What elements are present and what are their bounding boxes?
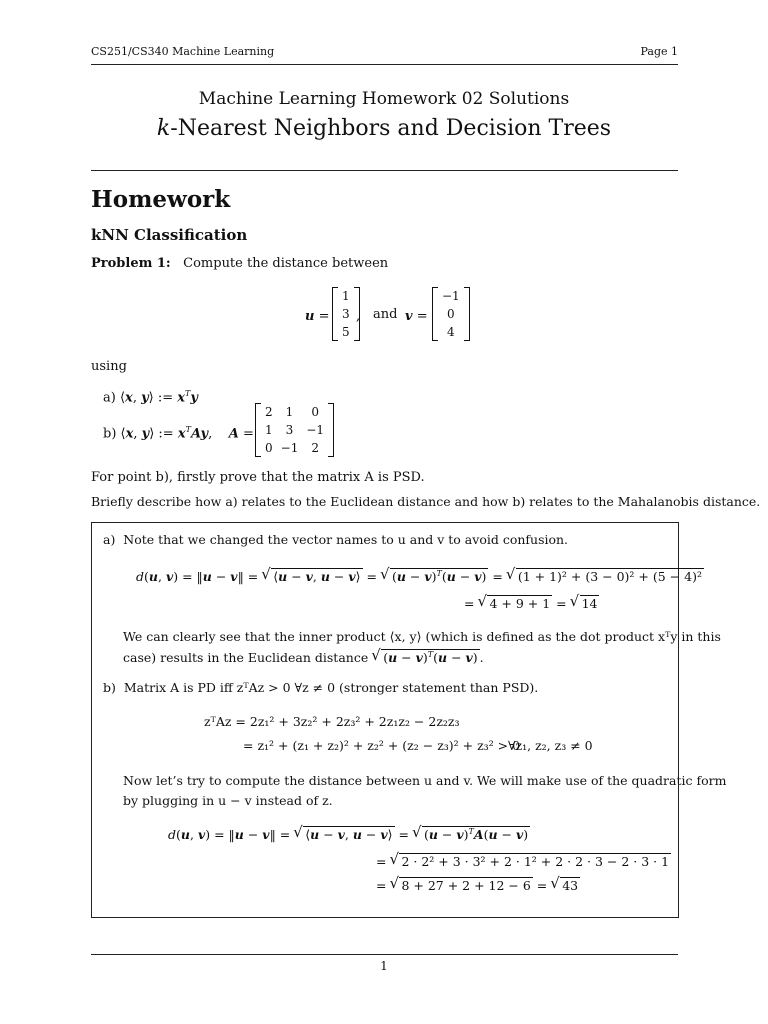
running-header-course: CS251/CS340 Machine Learning bbox=[91, 45, 275, 58]
mahalanobis-eq-line3: = √ 8 + 27 + 2 + 12 − 6 = √ 43 bbox=[376, 877, 580, 893]
option-a: a) ⟨x, y⟩ := $x^Ty$ bbox=[103, 389, 198, 406]
problem-label: Problem 1: bbox=[91, 256, 171, 271]
using-word: using bbox=[91, 359, 127, 374]
quadratic-form-line2: = z₁² + (z₁ + z₂)² + z₂² + (z₂ − z₃)² + z₃² > 0 bbox=[243, 738, 521, 753]
and-word: and bbox=[373, 307, 398, 322]
running-header-page: Page 1 bbox=[640, 45, 678, 58]
v-entry: 0 bbox=[447, 307, 455, 321]
solution-b-label: b) bbox=[103, 680, 116, 695]
quadratic-form-line1: zᵀAz = 2z₁² + 3z₂² + 2z₃² + 2z₁z₂ − 2z₂z₃ bbox=[204, 714, 460, 729]
v-symbol: v = bbox=[405, 309, 428, 324]
mahalanobis-eq-expansion: 2 · 2² + 3 · 3² + 2 · 1² + 2 · 2 · 3 − 2 · 3 · 1 bbox=[401, 854, 670, 869]
A-entry: 0 bbox=[311, 405, 320, 419]
quadratic-form-condition: ∀z₁, z₂, z₃ ≠ 0 bbox=[508, 738, 593, 753]
problem-statement bbox=[91, 256, 388, 271]
solution-a-note-text: Note that we changed the vector names to u and v to avoid confusion. bbox=[123, 532, 569, 547]
solution-b-text: Matrix A is PD iff zᵀAz > 0 ∀z ≠ 0 (stronger statement than PSD). bbox=[123, 680, 539, 695]
solution-a-label: a) bbox=[103, 532, 116, 547]
u-entry: 3 bbox=[342, 307, 350, 321]
A-entry: 1 bbox=[265, 423, 273, 437]
v-entry: 4 bbox=[447, 325, 455, 339]
comma: , bbox=[356, 309, 361, 324]
problem-text: Compute the distance between bbox=[183, 256, 389, 271]
mahalanobis-eq-result: 43 bbox=[562, 878, 579, 893]
A-entry: 2 bbox=[265, 405, 273, 419]
subsection-heading: kNN Classification bbox=[91, 226, 248, 244]
subtitle-variable: k bbox=[156, 116, 171, 141]
solution-b-statement bbox=[103, 680, 538, 695]
u-entry: 5 bbox=[342, 325, 350, 339]
mahalanobis-eq-line2: = √ 2 · 2² + 3 · 3² + 2 · 1² + 2 · 2 · 3 − 2 · 3 · 1 bbox=[376, 853, 671, 869]
option-b-label: b) bbox=[103, 426, 117, 442]
A-entry: 2 bbox=[311, 441, 320, 455]
A-entry: 3 bbox=[285, 423, 294, 437]
option-b: b) ⟨x, y⟩ := $x^TAy$, A = bbox=[103, 425, 254, 442]
distance-eq-result: 14 bbox=[581, 596, 598, 611]
v-vector bbox=[432, 287, 470, 341]
page-number: 1 bbox=[380, 959, 388, 973]
A-matrix bbox=[255, 403, 334, 457]
option-a-label: a) bbox=[103, 390, 116, 406]
solution-b-para2: by plugging in u − v instead of z. bbox=[123, 793, 333, 808]
psd-instruction: For point b), firstly prove that the matrix A is PSD. bbox=[91, 470, 425, 485]
distance-eq-sum: 4 + 9 + 1 bbox=[489, 596, 551, 611]
distance-eq-expansion: (1 + 1)² + (3 − 0)² + (5 − 4)² bbox=[517, 569, 702, 585]
solution-b-para1: Now let’s try to compute the distance between u and v. We will make use of the quadratic form bbox=[123, 773, 727, 788]
v-entry: −1 bbox=[442, 289, 460, 303]
subtitle-text: -Nearest Neighbors and Decision Trees bbox=[170, 116, 612, 141]
mahalanobis-eq-line1: d(u, v) = ‖u − v‖ = √ ⟨u − v, u − v⟩ = √ $(u - v)^TA(u - v)$ bbox=[168, 826, 530, 842]
solution-a-para-2-text: case) results in the Euclidean distance bbox=[123, 650, 369, 666]
A-entry: 0 bbox=[265, 441, 273, 455]
A-entry: 1 bbox=[285, 405, 294, 419]
document-title: Machine Learning Homework 02 Solutions bbox=[198, 89, 570, 109]
section-heading: Homework bbox=[91, 186, 231, 213]
header-rule bbox=[91, 64, 678, 65]
A-entry: −1 bbox=[280, 441, 299, 455]
document-subtitle bbox=[0, 116, 768, 141]
describe-instruction: Briefly describe how a) relates to the Euclidean distance and how b) relates to the Mahalanobis distance. bbox=[91, 494, 761, 509]
distance-eq-line1: d(u, v) = ‖u − v‖ = √ ⟨u − v, u − v⟩ = √ $(u - v)^T(u - v)$ = √ (1 + 1)² + (3 − 0)² + (5 − 4)² bbox=[136, 568, 704, 584]
title-rule bbox=[91, 170, 678, 171]
solution-a-note bbox=[103, 532, 568, 547]
u-entry: 1 bbox=[342, 289, 350, 303]
A-entry: −1 bbox=[306, 423, 325, 437]
mahalanobis-eq-sum: 8 + 27 + 2 + 12 − 6 bbox=[401, 878, 531, 893]
u-symbol: u = bbox=[305, 309, 330, 324]
footer-rule bbox=[91, 954, 678, 955]
distance-eq-line2: = √ 4 + 9 + 1 = √ 14 bbox=[464, 595, 599, 611]
solution-a-para-2: case) results in the Euclidean distance √ $(u - v)^T(u - v)$ . bbox=[123, 649, 484, 665]
solution-a-para: We can clearly see that the inner product ⟨x, y⟩ (which is defined as the dot product xᵀy in this bbox=[123, 629, 721, 644]
